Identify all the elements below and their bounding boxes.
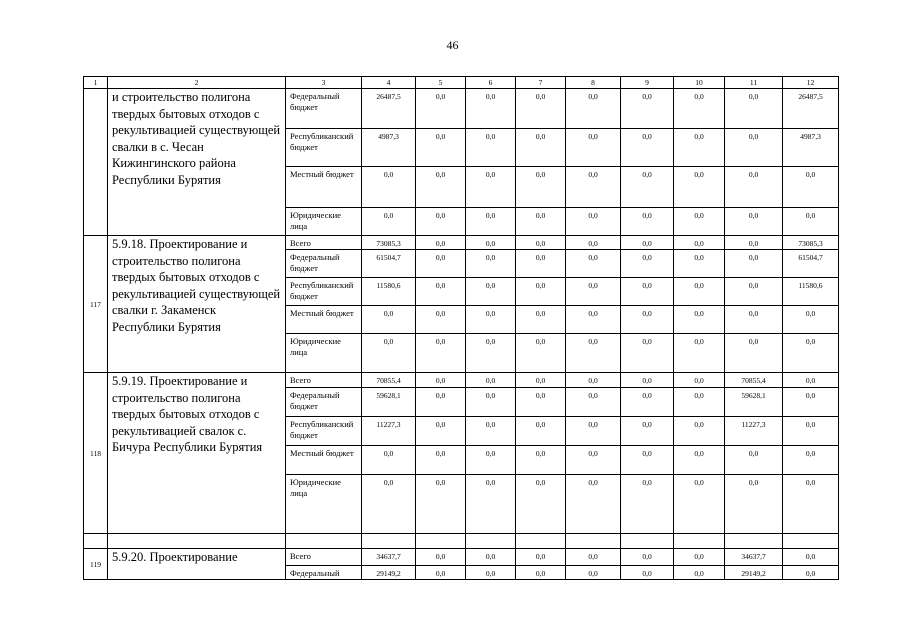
- amount-cell: 0,0: [783, 167, 839, 208]
- amount-cell: 0,0: [783, 566, 839, 580]
- table-row: [84, 549, 839, 566]
- amount-cell: 0,0: [516, 236, 566, 250]
- amount-cell: 0,0: [416, 566, 466, 580]
- column-number: 3: [286, 77, 362, 89]
- column-number-row: [84, 77, 839, 89]
- funding-source: Федеральный бюджет: [286, 89, 362, 129]
- amount-cell: 0,0: [362, 306, 416, 334]
- amount-cell: 0,0: [466, 236, 516, 250]
- amount-cell: 0,0: [621, 475, 674, 534]
- amount-cell: 0,0: [566, 388, 621, 417]
- project-name: 5.9.19. Проектирование и строительство полигона твердых бытовых отходов с рекультивацией свалок с. Бичура Республики Бурятия: [108, 373, 286, 534]
- amount-cell: 0,0: [674, 373, 725, 388]
- amount-cell: 0,0: [621, 446, 674, 475]
- amount-cell: 0,0: [674, 446, 725, 475]
- amount-cell: 0,0: [416, 208, 466, 236]
- amount-cell: 0,0: [466, 549, 516, 566]
- funding-source: Республиканский бюджет: [286, 417, 362, 446]
- amount-cell: 0,0: [516, 417, 566, 446]
- spacer-cell: [566, 534, 621, 549]
- amount-cell: 0,0: [674, 417, 725, 446]
- amount-cell: 59628,1: [725, 388, 783, 417]
- amount-cell: 61504,7: [783, 250, 839, 278]
- amount-cell: 0,0: [674, 475, 725, 534]
- amount-cell: 0,0: [725, 278, 783, 306]
- project-name: 5.9.20. Проектирование: [108, 549, 286, 580]
- row-number: [84, 89, 108, 236]
- amount-cell: 0,0: [466, 208, 516, 236]
- funding-source: Местный бюджет: [286, 167, 362, 208]
- amount-cell: 0,0: [783, 549, 839, 566]
- amount-cell: 0,0: [516, 446, 566, 475]
- amount-cell: 0,0: [725, 208, 783, 236]
- amount-cell: 0,0: [362, 208, 416, 236]
- spacer-cell: [783, 534, 839, 549]
- amount-cell: 0,0: [416, 129, 466, 167]
- amount-cell: 0,0: [566, 475, 621, 534]
- amount-cell: 4987,3: [362, 129, 416, 167]
- amount-cell: 0,0: [621, 278, 674, 306]
- amount-cell: 0,0: [516, 566, 566, 580]
- amount-cell: 70855,4: [725, 373, 783, 388]
- amount-cell: 0,0: [674, 278, 725, 306]
- amount-cell: 0,0: [674, 250, 725, 278]
- amount-cell: 0,0: [416, 475, 466, 534]
- amount-cell: 0,0: [466, 89, 516, 129]
- funding-source: Республиканский бюджет: [286, 129, 362, 167]
- amount-cell: 0,0: [362, 167, 416, 208]
- amount-cell: 0,0: [783, 417, 839, 446]
- funding-source: Всего: [286, 549, 362, 566]
- funding-source: Местный бюджет: [286, 446, 362, 475]
- table-row: [84, 373, 839, 388]
- amount-cell: 0,0: [516, 250, 566, 278]
- column-number: 6: [466, 77, 516, 89]
- amount-cell: 0,0: [783, 446, 839, 475]
- amount-cell: 0,0: [516, 306, 566, 334]
- amount-cell: 0,0: [416, 388, 466, 417]
- amount-cell: 0,0: [674, 129, 725, 167]
- amount-cell: 0,0: [466, 475, 516, 534]
- column-number: 8: [566, 77, 621, 89]
- table-row: [84, 89, 839, 129]
- amount-cell: 0,0: [516, 167, 566, 208]
- amount-cell: 0,0: [621, 208, 674, 236]
- amount-cell: 0,0: [516, 208, 566, 236]
- amount-cell: 73085,3: [362, 236, 416, 250]
- amount-cell: 0,0: [566, 236, 621, 250]
- funding-source: Федеральный: [286, 566, 362, 580]
- amount-cell: 0,0: [362, 475, 416, 534]
- amount-cell: 0,0: [362, 334, 416, 373]
- amount-cell: 0,0: [566, 250, 621, 278]
- amount-cell: 0,0: [466, 129, 516, 167]
- amount-cell: 0,0: [416, 250, 466, 278]
- amount-cell: 0,0: [566, 334, 621, 373]
- amount-cell: 0,0: [725, 446, 783, 475]
- row-number: 119: [84, 549, 108, 580]
- spacer-cell: [416, 534, 466, 549]
- amount-cell: 0,0: [466, 388, 516, 417]
- amount-cell: 0,0: [416, 89, 466, 129]
- amount-cell: 0,0: [466, 306, 516, 334]
- spacer-row: [84, 534, 839, 549]
- amount-cell: 0,0: [466, 334, 516, 373]
- amount-cell: 0,0: [362, 446, 416, 475]
- amount-cell: 0,0: [516, 373, 566, 388]
- amount-cell: 0,0: [621, 373, 674, 388]
- amount-cell: 0,0: [466, 566, 516, 580]
- project-name: и строительство полигона твердых бытовых отходов с рекультивацией существующей свалки в с. Чесан Кижингинского района Республики Бурятия: [108, 89, 286, 236]
- column-number: 10: [674, 77, 725, 89]
- amount-cell: 11227,3: [725, 417, 783, 446]
- amount-cell: 0,0: [466, 446, 516, 475]
- amount-cell: 0,0: [566, 373, 621, 388]
- budget-table: [83, 76, 839, 580]
- amount-cell: 11580,6: [362, 278, 416, 306]
- table-row: [84, 236, 839, 250]
- amount-cell: 0,0: [621, 306, 674, 334]
- amount-cell: 0,0: [725, 250, 783, 278]
- amount-cell: 0,0: [783, 388, 839, 417]
- amount-cell: 0,0: [566, 278, 621, 306]
- amount-cell: 73085,3: [783, 236, 839, 250]
- amount-cell: 0,0: [566, 167, 621, 208]
- funding-source: Федеральный бюджет: [286, 388, 362, 417]
- column-number: 2: [108, 77, 286, 89]
- funding-source: Республиканский бюджет: [286, 278, 362, 306]
- spacer-cell: [84, 534, 108, 549]
- spacer-cell: [516, 534, 566, 549]
- amount-cell: 26487,5: [362, 89, 416, 129]
- amount-cell: 0,0: [516, 475, 566, 534]
- amount-cell: 0,0: [466, 278, 516, 306]
- amount-cell: 0,0: [621, 250, 674, 278]
- amount-cell: 29149,2: [362, 566, 416, 580]
- amount-cell: 0,0: [783, 475, 839, 534]
- page-number: 46: [446, 38, 459, 52]
- amount-cell: 29149,2: [725, 566, 783, 580]
- amount-cell: 0,0: [566, 129, 621, 167]
- amount-cell: 0,0: [674, 306, 725, 334]
- amount-cell: 0,0: [466, 373, 516, 388]
- amount-cell: 0,0: [725, 129, 783, 167]
- spacer-cell: [725, 534, 783, 549]
- column-number: 1: [84, 77, 108, 89]
- spacer-cell: [108, 534, 286, 549]
- amount-cell: 0,0: [783, 306, 839, 334]
- amount-cell: 0,0: [516, 549, 566, 566]
- amount-cell: 34637,7: [362, 549, 416, 566]
- amount-cell: 0,0: [416, 446, 466, 475]
- row-number: 118: [84, 373, 108, 534]
- funding-source: Всего: [286, 236, 362, 250]
- amount-cell: 0,0: [621, 167, 674, 208]
- funding-source: Федеральный бюджет: [286, 250, 362, 278]
- amount-cell: 0,0: [416, 306, 466, 334]
- amount-cell: 0,0: [674, 566, 725, 580]
- amount-cell: 0,0: [466, 167, 516, 208]
- amount-cell: 0,0: [621, 417, 674, 446]
- amount-cell: 0,0: [621, 89, 674, 129]
- amount-cell: 0,0: [725, 334, 783, 373]
- amount-cell: 0,0: [674, 167, 725, 208]
- amount-cell: 0,0: [416, 373, 466, 388]
- funding-source: Местный бюджет: [286, 306, 362, 334]
- spacer-cell: [362, 534, 416, 549]
- amount-cell: 61504,7: [362, 250, 416, 278]
- amount-cell: 0,0: [416, 236, 466, 250]
- amount-cell: 0,0: [566, 306, 621, 334]
- amount-cell: 0,0: [466, 417, 516, 446]
- project-name: 5.9.18. Проектирование и строительство полигона твердых бытовых отходов с рекультивацией существующей свалки г. Закаменск Республики Бурятия: [108, 236, 286, 373]
- funding-source: Юридические лица: [286, 208, 362, 236]
- amount-cell: 0,0: [566, 417, 621, 446]
- amount-cell: 11580,6: [783, 278, 839, 306]
- amount-cell: 0,0: [674, 549, 725, 566]
- amount-cell: 0,0: [566, 208, 621, 236]
- amount-cell: 0,0: [566, 89, 621, 129]
- amount-cell: 0,0: [516, 278, 566, 306]
- amount-cell: 0,0: [725, 475, 783, 534]
- amount-cell: 26487,5: [783, 89, 839, 129]
- amount-cell: 11227,3: [362, 417, 416, 446]
- column-number: 7: [516, 77, 566, 89]
- amount-cell: 0,0: [516, 89, 566, 129]
- amount-cell: 0,0: [416, 549, 466, 566]
- amount-cell: 0,0: [674, 236, 725, 250]
- funding-source: Всего: [286, 373, 362, 388]
- amount-cell: 0,0: [416, 278, 466, 306]
- amount-cell: 0,0: [416, 167, 466, 208]
- amount-cell: 0,0: [621, 566, 674, 580]
- amount-cell: 0,0: [621, 388, 674, 417]
- amount-cell: 0,0: [725, 236, 783, 250]
- amount-cell: 0,0: [516, 129, 566, 167]
- amount-cell: 0,0: [466, 250, 516, 278]
- amount-cell: 0,0: [674, 89, 725, 129]
- amount-cell: 0,0: [674, 334, 725, 373]
- amount-cell: 0,0: [725, 306, 783, 334]
- amount-cell: 0,0: [725, 89, 783, 129]
- amount-cell: 0,0: [516, 388, 566, 417]
- funding-source: Юридические лица: [286, 334, 362, 373]
- amount-cell: 0,0: [725, 167, 783, 208]
- amount-cell: 0,0: [566, 446, 621, 475]
- column-number: 5: [416, 77, 466, 89]
- spacer-cell: [286, 534, 362, 549]
- spacer-cell: [466, 534, 516, 549]
- amount-cell: 0,0: [783, 373, 839, 388]
- funding-source: Юридические лица: [286, 475, 362, 534]
- spacer-cell: [621, 534, 674, 549]
- column-number: 12: [783, 77, 839, 89]
- amount-cell: 34637,7: [725, 549, 783, 566]
- amount-cell: 0,0: [621, 334, 674, 373]
- amount-cell: 0,0: [674, 208, 725, 236]
- amount-cell: 0,0: [783, 208, 839, 236]
- amount-cell: 0,0: [416, 417, 466, 446]
- row-number: 117: [84, 236, 108, 373]
- amount-cell: 0,0: [621, 129, 674, 167]
- amount-cell: 0,0: [674, 388, 725, 417]
- amount-cell: 0,0: [516, 334, 566, 373]
- column-number: 4: [362, 77, 416, 89]
- amount-cell: 4987,3: [783, 129, 839, 167]
- spacer-cell: [674, 534, 725, 549]
- amount-cell: 0,0: [566, 549, 621, 566]
- amount-cell: 0,0: [566, 566, 621, 580]
- amount-cell: 0,0: [416, 334, 466, 373]
- column-number: 11: [725, 77, 783, 89]
- amount-cell: 70855,4: [362, 373, 416, 388]
- amount-cell: 0,0: [783, 334, 839, 373]
- amount-cell: 59628,1: [362, 388, 416, 417]
- amount-cell: 0,0: [621, 549, 674, 566]
- column-number: 9: [621, 77, 674, 89]
- amount-cell: 0,0: [621, 236, 674, 250]
